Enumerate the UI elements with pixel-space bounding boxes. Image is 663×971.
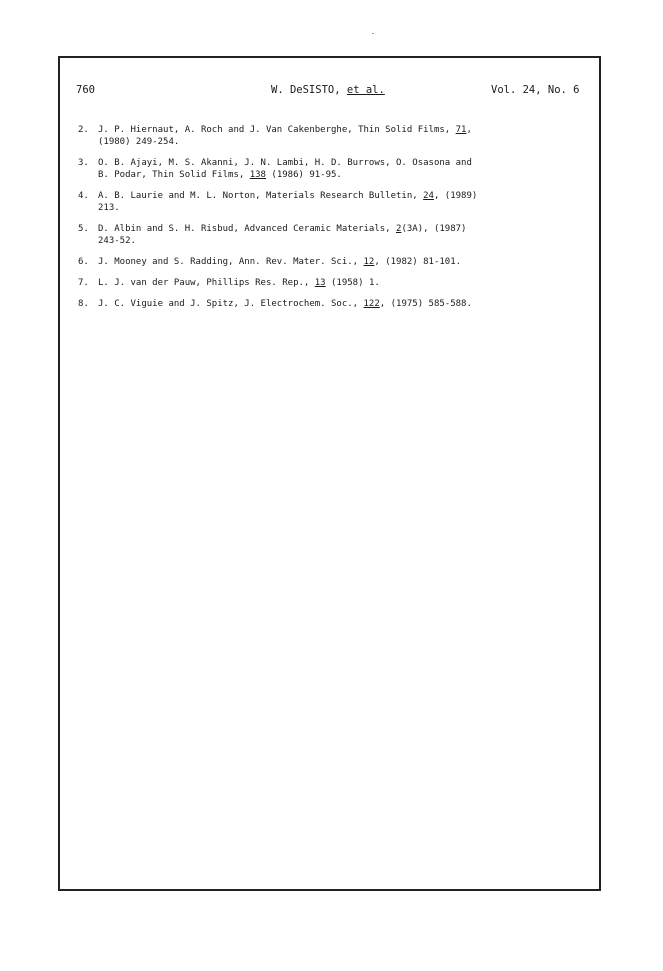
scan-speck bbox=[372, 33, 374, 34]
reference-list bbox=[78, 124, 578, 310]
page-number: 760 bbox=[76, 84, 95, 96]
reference-line: D. Albin and S. H. Risbud, Advanced Ceramic Materials, 2(3A), (1987) bbox=[98, 224, 467, 234]
volume-number: 138 bbox=[249, 170, 266, 180]
volume-number: 71 bbox=[455, 125, 467, 135]
reference-item-4 bbox=[78, 190, 578, 214]
volume-number: 24 bbox=[423, 191, 434, 201]
reference-line: J. C. Viguie and J. Spitz, J. Electrochem. Soc., 122, (1975) 585-588. bbox=[98, 299, 472, 309]
reference-item-7 bbox=[78, 277, 578, 289]
reference-number: 4. bbox=[78, 191, 89, 201]
reference-item-3 bbox=[78, 157, 578, 181]
reference-line: (1980) 249-254. bbox=[98, 137, 180, 147]
running-title-etal: et al. bbox=[346, 84, 385, 96]
reference-number: 5. bbox=[78, 224, 89, 234]
reference-item-6 bbox=[78, 256, 578, 268]
reference-line: 213. bbox=[98, 203, 120, 213]
reference-item-2 bbox=[78, 124, 578, 148]
reference-item-5 bbox=[78, 223, 578, 247]
reference-number: 8. bbox=[78, 299, 89, 309]
reference-number: 2. bbox=[78, 125, 89, 135]
volume-number: 13 bbox=[314, 278, 326, 288]
volume-number: 2 bbox=[396, 224, 402, 234]
running-title-authors: W. DeSISTO, bbox=[271, 84, 341, 96]
reference-line: J. P. Hiernaut, A. Roch and J. Van Cakenberghe, Thin Solid Films, 71, bbox=[98, 125, 472, 135]
reference-line: L. J. van der Pauw, Phillips Res. Rep., 13 (1958) 1. bbox=[98, 278, 380, 288]
reference-line: J. Mooney and S. Radding, Ann. Rev. Mater. Sci., 12, (1982) 81-101. bbox=[98, 257, 462, 267]
running-title bbox=[271, 83, 385, 97]
reference-line: A. B. Laurie and M. L. Norton, Materials Research Bulletin, 24, (1989) bbox=[98, 191, 478, 201]
reference-number: 6. bbox=[78, 257, 89, 267]
journal-issue: Vol. 24, No. 6 bbox=[491, 84, 580, 96]
reference-item-8 bbox=[78, 298, 578, 310]
volume-number: 12 bbox=[363, 257, 375, 267]
reference-line: O. B. Ajayi, M. S. Akanni, J. N. Lambi, H. D. Burrows, O. Osasona and bbox=[98, 158, 472, 168]
reference-line: B. Podar, Thin Solid Films, 138 (1986) 91-95. bbox=[98, 170, 342, 180]
reference-number: 3. bbox=[78, 158, 89, 168]
volume-number: 122 bbox=[363, 299, 380, 309]
reference-number: 7. bbox=[78, 278, 89, 288]
reference-line: 243-52. bbox=[98, 236, 136, 246]
